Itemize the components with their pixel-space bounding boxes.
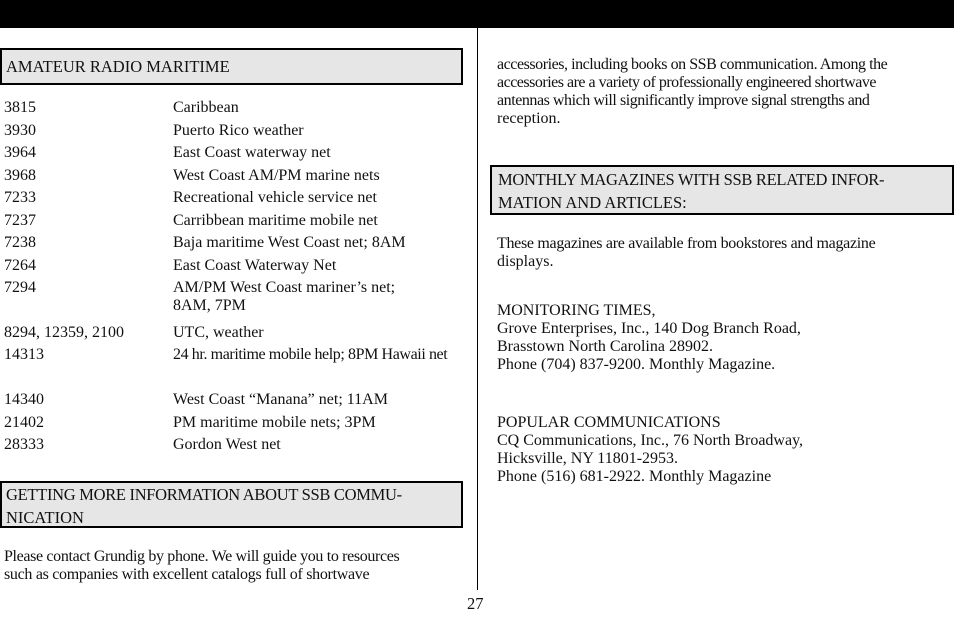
frequency: 7233 (4, 189, 36, 206)
paragraph-line: antennas which will significantly improve signal strengths and (497, 92, 870, 109)
description: Baja maritime West Coast net; 8AM (173, 234, 406, 251)
paragraph-line: displays. (497, 253, 554, 270)
description: AM/PM West Coast mariner’s net; 8AM, 7PM (173, 279, 396, 314)
amateur-radio-maritime-heading (0, 48, 463, 85)
paragraph-line: accessories, including books on SSB communication. Among the (497, 56, 888, 73)
description: Gordon West net (173, 436, 281, 453)
paragraph-line: Please contact Grundig by phone. We will guide you to resources (4, 548, 400, 565)
magazine-phone: Phone (704) 837-9200. Monthly Magazine. (497, 356, 776, 373)
heading-text-line2: NICATION (6, 507, 84, 527)
frequency: 3968 (4, 167, 36, 184)
more-information-heading (0, 481, 463, 528)
frequency: 7238 (4, 234, 36, 251)
paragraph-line: such as companies with excellent catalogs full of shortwave (4, 566, 370, 583)
frequency: 3964 (4, 144, 36, 161)
page-number: 27 (467, 594, 484, 613)
magazine-address: Hicksville, NY 11801-2953. (497, 450, 679, 467)
description: Carribbean maritime mobile net (173, 212, 378, 229)
column-divider (477, 28, 478, 590)
magazine-popular-communications (497, 414, 954, 486)
contact-paragraph (4, 548, 464, 584)
frequency: 8294, 12359, 2100 (4, 324, 124, 341)
description: Caribbean (173, 99, 239, 116)
frequency: 21402 (4, 414, 44, 431)
monthly-magazines-heading (490, 165, 954, 215)
heading-text: AMATEUR RADIO MARITIME (6, 57, 230, 76)
description: UTC, weather (173, 324, 264, 341)
description: West Coast AM/PM marine nets (173, 167, 380, 184)
frequency: 7294 (4, 279, 36, 296)
heading-text-line1: GETTING MORE INFORMATION ABOUT SSB COMMU- (6, 485, 402, 504)
frequency: 14313 (4, 346, 44, 363)
heading-text-line1: MONTHLY MAGAZINES WITH SSB RELATED INFOR- (498, 170, 885, 189)
description: East Coast Waterway Net (173, 257, 337, 274)
magazine-monitoring-times (497, 302, 954, 374)
description: 24 hr. maritime mobile help; 8PM Hawaii net (173, 346, 448, 363)
frequency: 14340 (4, 391, 44, 408)
paragraph-line: These magazines are available from bookstores and magazine (497, 235, 876, 252)
description: Recreational vehicle service net (173, 189, 377, 206)
paragraph-line: reception. (497, 110, 561, 127)
frequency: 28333 (4, 436, 44, 453)
paragraph-line: accessories are a variety of professionally engineered shortwave (497, 74, 876, 91)
continued-paragraph (497, 56, 954, 128)
magazine-phone: Phone (516) 681-2922. Monthly Magazine (497, 468, 772, 485)
frequency: 7237 (4, 212, 36, 229)
magazine-address: CQ Communications, Inc., 76 North Broadway, (497, 432, 804, 449)
description: Puerto Rico weather (173, 122, 304, 139)
frequency: 7264 (4, 257, 36, 274)
frequency: 3815 (4, 99, 36, 116)
description: East Coast waterway net (173, 144, 331, 161)
magazine-name: MONITORING TIMES, (497, 302, 656, 319)
magazine-address: Brasstown North Carolina 28902. (497, 338, 713, 355)
description: West Coast “Manana” net; 11AM (173, 391, 388, 408)
header-bar (0, 0, 954, 28)
frequency: 3930 (4, 122, 36, 139)
magazine-address: Grove Enterprises, Inc., 140 Dog Branch Road, (497, 320, 801, 337)
magazines-intro (497, 235, 954, 271)
description: PM maritime mobile nets; 3PM (173, 414, 376, 431)
magazine-name: POPULAR COMMUNICATIONS (497, 414, 721, 431)
heading-text-line2: MATION AND ARTICLES: (498, 192, 687, 212)
